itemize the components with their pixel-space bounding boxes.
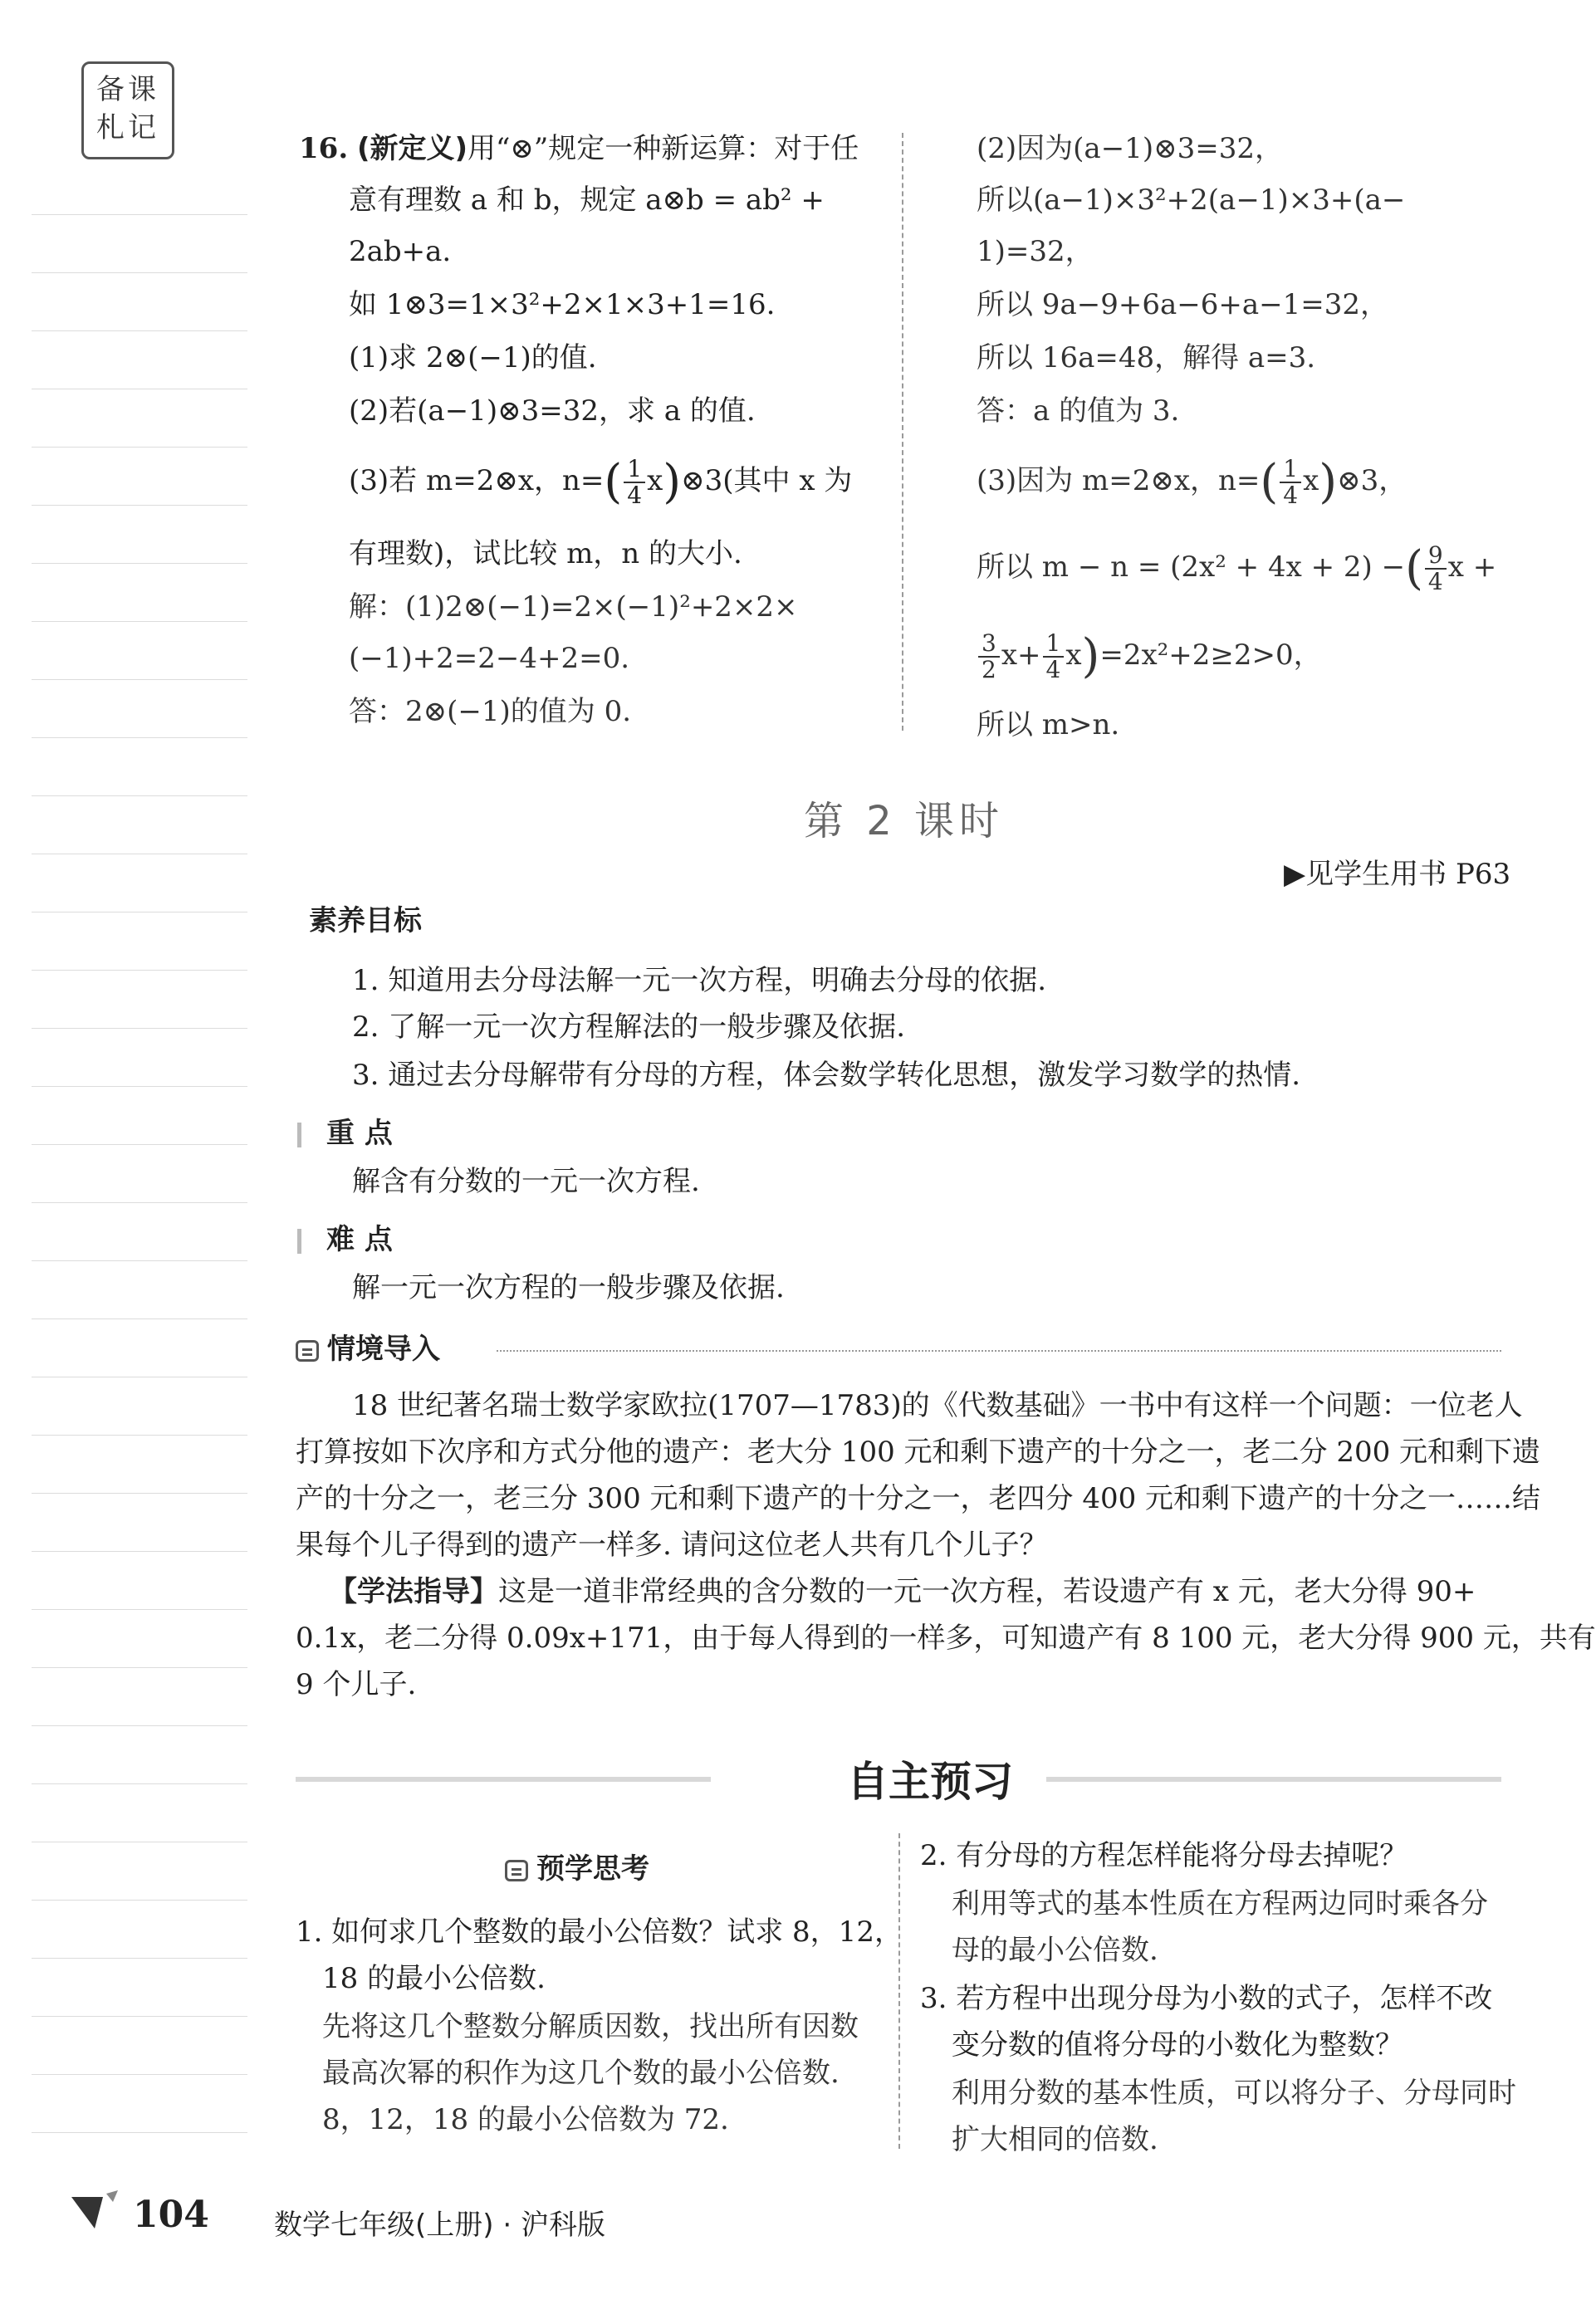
student-book-reference: ▶见学生用书 P63 [1284,858,1511,891]
section-title: 自主预习 [847,1758,1013,1806]
key-point-heading: 重 点 [297,1108,393,1159]
preview-answer-line: 利用分数的基本性质，可以将分子、分母同时 [952,2077,1516,2110]
study-guide-label: 【学法指导】 [329,1575,498,1608]
fraction: $\frac{1}{4}$ [1280,457,1301,508]
preview-answer-line: 扩大相同的倍数. [952,2123,1158,2156]
preview-question-line: 1. 如何求几个整数的最小公倍数？试求 8，12， [296,1915,903,1949]
intro-heading: 情境导入 [296,1323,440,1375]
solution-line: (−1)+2=2−4+2=0. [349,642,630,675]
goals-heading: 素养目标 [309,904,422,937]
column-divider [898,1833,900,2149]
problem-16-line: 16. (新定义)用“⊗”规定一种新运算：对于任 [299,132,859,165]
book-title: 数学七年级(上册) · 沪科版 [274,2209,605,2242]
solution-line: $\frac{3}{2}$ x+ $\frac{1}{4}$ x)=2x²+2≥2>0， [977,629,1322,682]
preview-answer-line: 母的最小公倍数. [952,1934,1158,1967]
section-divider-left [296,1777,711,1782]
fraction: $\frac{3}{2}$ [978,631,1000,682]
problem-text-line: 如 1⊗3=1×3²+2×1×3+1=16. [349,288,776,321]
problem-tag: (新定义) [356,132,468,165]
solution-line: 所以 m − n = (2x² + 4x + 2) −( $\frac{9}{4}$ x + [977,541,1497,595]
solution-line: (2)因为(a−1)⊗3=32， [977,132,1283,165]
preview-question-line: 3. 若方程中出现分母为小数的式子，怎样不改 [920,1982,1493,2015]
lesson-title: 第 2 课时 [804,798,1005,844]
intro-paragraph-line: 产的十分之一，老三分 300 元和剩下遗产的十分之一，老四分 400 元和剩下遗产的十分之一……结 [296,1482,1541,1515]
problem-text-line: (1)求 2⊗(−1)的值. [349,341,597,374]
intro-paragraph-line: 18 世纪著名瑞士数学家欧拉(1707—1783)的《代数基础》一书中有这样一个问题：一位老人 [352,1389,1523,1422]
study-guide-line: 0.1x，老二分得 0.09x+171，由于每人得到的一样多，可知遗产有 8 100 元，老大分得 900 元，共有 [296,1622,1596,1655]
preview-question-line: 变分数的值将分母的小数化为整数？ [952,2028,1403,2062]
problem-text-line: 2ab+a. [349,235,452,268]
preview-answer-line: 最高次幂的积作为这几个数的最小公倍数. [322,2057,840,2090]
intro-paragraph-line: 果每个儿子得到的遗产一样多. 请问这位老人共有几个儿子？ [296,1529,1048,1562]
goal-item: 2. 了解一元一次方程解法的一般步骤及依据. [352,1010,906,1044]
section-divider-right [1046,1777,1501,1782]
problem-text-line: (2)若(a−1)⊗3=32，求 a 的值. [349,394,756,428]
solution-line: 所以 9a−9+6a−6+a−1=32， [977,288,1388,321]
note-icon [505,1860,528,1881]
key-point-text: 解含有分数的一元一次方程. [352,1165,700,1198]
note-icon [296,1340,319,1362]
heading-bar [297,1229,301,1254]
difficult-point-text: 解一元一次方程的一般步骤及依据. [352,1271,785,1304]
solution-line: 所以(a−1)×3²+2(a−1)×3+(a− [977,183,1406,217]
heading-bar [297,1123,301,1147]
dotted-rule [497,1350,1501,1352]
solution-line: 解：(1)2⊗(−1)=2×(−1)²+2×2× [349,590,798,624]
goal-item: 3. 通过去分母解带有分母的方程，体会数学转化思想，激发学习数学的热情. [352,1059,1301,1092]
problem-text-line: 意有理数 a 和 b，规定 a⊗b = ab² + [349,183,825,217]
problem-text-line: 有理数)，试比较 m，n 的大小. [349,537,742,570]
solution-line: 1)=32， [977,235,1094,268]
difficult-point-heading: 难 点 [297,1214,393,1265]
solution-line: 答：2⊗(−1)的值为 0. [349,695,632,728]
preview-answer-line: 利用等式的基本性质在方程两边同时乘各分 [952,1887,1488,1920]
preview-question-line: 2. 有分母的方程怎样能将分母去掉呢？ [920,1839,1408,1872]
preview-answer-line: 8，12，18 的最小公倍数为 72. [322,2103,729,2136]
solution-line: 答：a 的值为 3. [977,394,1180,428]
problem-number: 16. [299,132,349,165]
problem-text-line: (3)若 m=2⊗x，n=( $\frac{1}{4}$ x)⊗3(其中 x 为 [349,455,853,509]
study-guide-line: 9 个儿子. [296,1668,417,1701]
study-guide-line: 【学法指导】这是一道非常经典的含分数的一元一次方程，若设遗产有 x 元，老大分得 90+ [329,1575,1476,1608]
intro-paragraph-line: 打算按如下次序和方式分他的遗产：老大分 100 元和剩下遗产的十分之一，老二分 200 元和剩下遗 [296,1436,1541,1469]
notes-stamp-logo: 备课 札记 [81,61,174,159]
page-number: 104 [133,2194,209,2236]
preview-answer-line: 先将这几个整数分解质因数，找出所有因数 [322,2010,859,2043]
column-divider [902,133,903,731]
preview-think-heading: 预学思考 [505,1843,649,1895]
goal-item: 1. 知道用去分母法解一元一次方程，明确去分母的依据. [352,964,1047,997]
fraction: $\frac{1}{4}$ [624,457,645,508]
solution-line: 所以 16a=48，解得 a=3. [977,341,1316,374]
preview-question-line: 18 的最小公倍数. [322,1962,546,1995]
solution-line: 所以 m>n. [977,708,1120,741]
footer-arrow-icon [70,2189,120,2230]
solution-line: (3)因为 m=2⊗x，n=( $\frac{1}{4}$ x)⊗3， [977,455,1408,509]
fraction: $\frac{9}{4}$ [1425,543,1447,594]
fraction: $\frac{1}{4}$ [1043,631,1065,682]
